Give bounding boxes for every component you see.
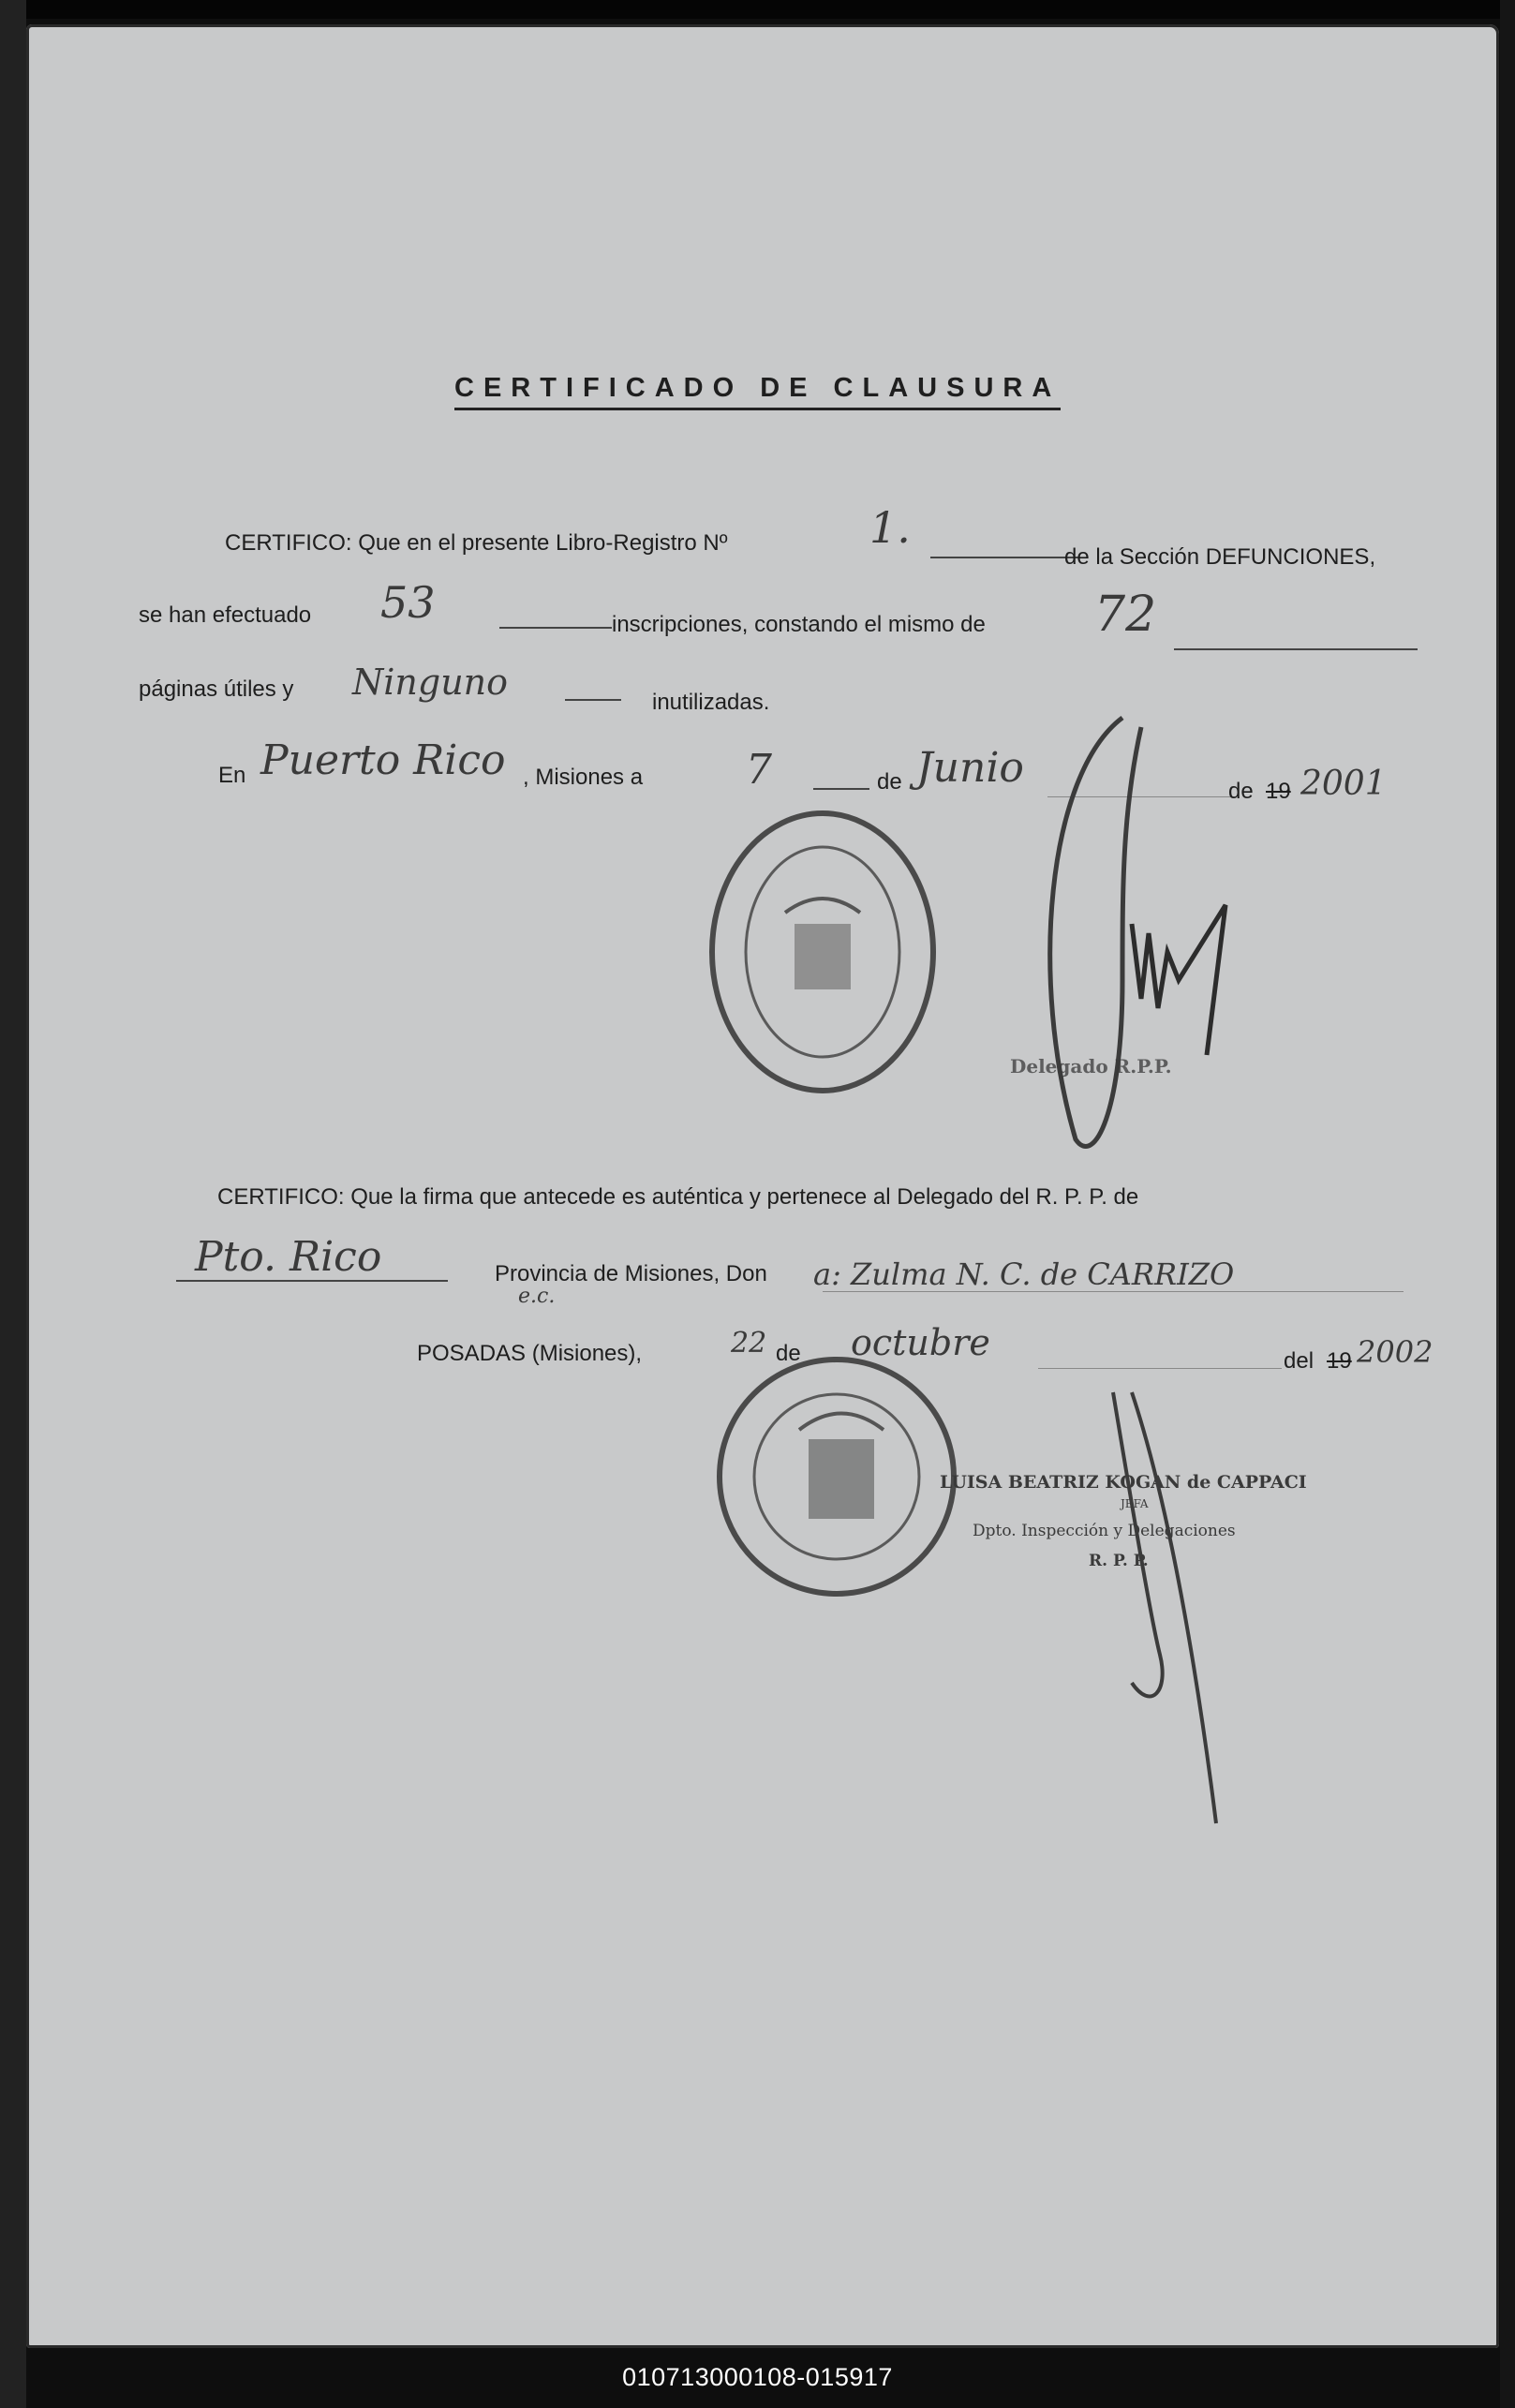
- libro-number: 1.: [869, 502, 911, 553]
- document-page: [26, 24, 1499, 2348]
- document-title: CERTIFICADO DE CLAUSURA: [454, 373, 1061, 410]
- fill-line: [813, 788, 869, 790]
- cert1-line1-a: CERTIFICO: Que en el presente Libro-Registro Nº: [225, 530, 728, 556]
- cert1-line3-b: inutilizadas.: [652, 690, 770, 715]
- cert1-line1-b: de la Sección DEFUNCIONES,: [1064, 544, 1376, 570]
- dia-1: 7: [746, 746, 772, 794]
- mes-2: octubre: [851, 1322, 990, 1363]
- top-edge: [0, 0, 1515, 19]
- cert2-line3-del: del: [1284, 1348, 1314, 1374]
- fill-line: [499, 627, 612, 629]
- anio-1: 2001: [1300, 765, 1387, 803]
- left-edge: [0, 0, 26, 2408]
- don-name: a: Zulma N. C. de CARRIZO: [813, 1256, 1235, 1292]
- cert1-line3-a: páginas útiles y: [139, 676, 294, 702]
- right-edge: [1500, 0, 1515, 2408]
- image-id: 010713000108-015917: [622, 2363, 893, 2391]
- cert1-line2-a: se han efectuado: [139, 602, 312, 628]
- delegado-stamp-name: Delegado R.P.P.: [1010, 1055, 1172, 1078]
- fill-line: [1038, 1368, 1282, 1369]
- mes-1: Junio: [916, 744, 1024, 792]
- anio-printed-1: 19: [1266, 779, 1291, 804]
- signer-role-3: R. P. P.: [1089, 1552, 1149, 1570]
- cert2-line1: CERTIFICO: Que la firma que antecede es auténtica y pertenece al Delegado del R. P. P. de: [217, 1184, 1139, 1210]
- don-sub: e.c.: [518, 1285, 556, 1308]
- signer-role-2: Dpto. Inspección y Delegaciones: [973, 1522, 1236, 1540]
- inscripciones-count: 53: [380, 577, 436, 628]
- lugar-1: Puerto Rico: [260, 736, 506, 784]
- fill-line: [823, 1291, 1404, 1292]
- cert2-line3-de: de: [776, 1341, 801, 1366]
- anio-2: 2002: [1357, 1334, 1433, 1370]
- registro-seal-1: [696, 793, 949, 1111]
- cert1-line4-misiones: , Misiones a: [523, 765, 644, 790]
- dia-2: 22: [731, 1327, 767, 1360]
- fill-line: [1174, 648, 1418, 650]
- fill-line: [565, 699, 621, 701]
- signer-name: LUISA BEATRIZ KOGAN de CAPPACI: [940, 1472, 1307, 1493]
- cert1-line2-b: inscripciones, constando el mismo de: [612, 612, 986, 637]
- cert1-line4-de: de: [877, 769, 902, 795]
- cert1-line4-en: En: [218, 763, 246, 788]
- fill-line: [176, 1280, 448, 1282]
- inutilizadas-value: Ninguno: [352, 661, 509, 703]
- anio-printed-2: 19: [1327, 1348, 1352, 1374]
- cert1-line4-de2: de: [1228, 779, 1254, 804]
- fill-line: [930, 557, 1080, 558]
- signer-role-1: JEFA: [1121, 1497, 1149, 1510]
- cert2-line2-a: Provincia de Misiones, Don: [495, 1261, 767, 1286]
- lugar-2: Pto. Rico: [195, 1233, 382, 1281]
- paginas-count: 72: [1094, 587, 1157, 643]
- jefa-signature: [1094, 1374, 1244, 1842]
- registro-seal-2: [696, 1336, 977, 1617]
- cert2-line3-a: POSADAS (Misiones),: [417, 1341, 643, 1366]
- delegado-signature: [991, 699, 1300, 1186]
